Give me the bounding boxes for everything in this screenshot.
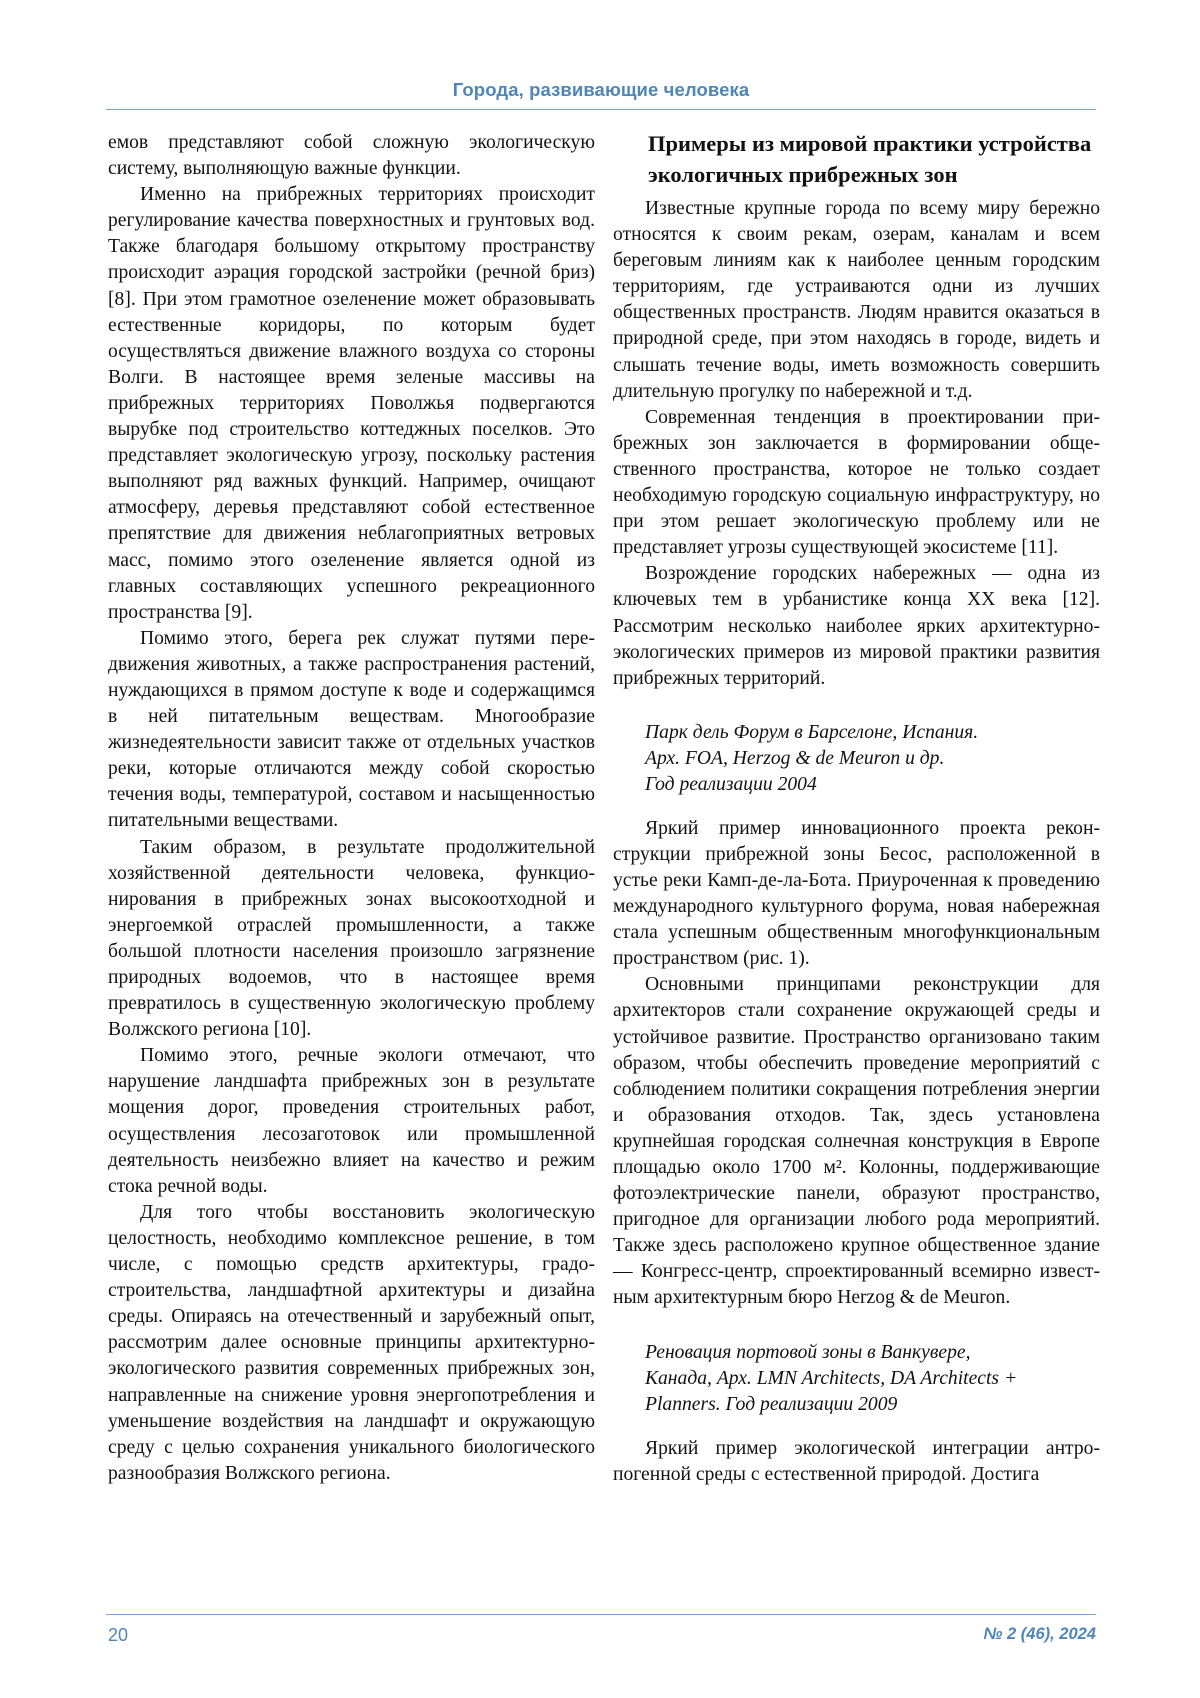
example-caption-vancouver	[645, 1340, 1100, 1418]
paragraph: Помимо этого, берега рек служат путями передвижения животных, а также распространения растений, нуждающихся в прямом доступе к воде и содержащимся в ней питательным веществам. Многообразие жизнедеятельности зависит также от отдельных участков реки, которые отличаются между собой скоростью течения воды, температурой, составом и насыщенностью питательными веществами.	[108, 627, 595, 832]
paragraph: Помимо этого, речные экологи отмечают, что нарушение ландшафта прибрежных зон в результате мощения дорог, проведения строительных работ, осуществления лесозаготовок или промышленной деятельность неизбежно влияет на качество и режим стока речной воды.	[108, 1045, 595, 1197]
left-column	[108, 130, 595, 1487]
header-rule	[106, 109, 1096, 110]
caption-line: Арх. FOA, Herzog & de Meuron и др.	[645, 747, 945, 769]
paragraph: Яркий пример экологической интеграции антропогенной среды с естественной природой. Достига	[613, 1437, 1100, 1485]
paragraph: Таким образом, в результате продолжительной хозяйственной деятельности человека, функционирования в прибрежных зонах высокоотходной и энергоемкой отраслей промышленности, а также большой плотности населения произошло загрязнение природных водоемов, что в настоящее время превратилось в существенную экологическую проблему Волжского региона [10].	[108, 836, 595, 1041]
paragraph: Известные крупные города по всему миру бережно относятся к своим рекам, озерам, каналам и всем береговым линиям как к наиболее ценным городским территориям, где устраиваются одни из лучших общественных пространств. Людям нравится оказаться в природной среде, при этом находясь в городе, видеть и слышать течение воды, иметь возможность совершить длительную прогулку по набережной и т.д.	[613, 198, 1100, 402]
caption-line: Реновация портовой зоны в Ванкувере,	[645, 1341, 971, 1363]
paragraph: Возрождение городских набережных — одна из ключевых тем в урбанистике конца XX века [12]. Рассмотрим несколько наиболее ярких архитектурно-экологических примеров из мировой практики развития прибрежных территорий.	[613, 563, 1100, 689]
right-column	[613, 128, 1100, 1488]
caption-line: Год реализации 2004	[645, 773, 817, 795]
paragraph: Основными принципами реконструкции для архитекторов стали сохранение окружающей среды и устойчивое развитие. Пространство организовано таким образом, чтобы обеспечить проведение мероприятий с соблюдением политики сокращения потребления энергии и образования отходов. Так, здесь установлена крупнейшая городская солнечная конструкция в Европе площадью около 1700 м². Колонны, поддерживающие фотоэлектрические панели, образуют пространство, пригодное для организации любого рода мероприятий. Также здесь расположено крупное общественное здание — Конгресс-центр, спроектированный всемирно известным архитектурным бюро Herzog & de Meuron.	[613, 974, 1100, 1309]
section-heading: Примеры из мировой практики устройства экологичных прибрежных зон	[648, 131, 1092, 187]
paragraph: Именно на прибрежных территориях происходит регулирование качества поверхностных и грунтовых вод. Также благодаря большому открытому пространству происходит аэрация городской застройки (речной бриз) [8]. При этом грамотное озеленение может образовывать естественные коридоры, по которым будет осуществляться движение влажного воздуха со стороны Волги. В настоящее время зеленые массивы на прибрежных территориях Поволжья подвергаются вырубке под строительство коттеджных поселков. Это представляет экологическую угрозу, поскольку растения выполняют ряд важных функций. Например, очищают атмосферу, деревья представляют собой естественное препятствие для движения неблагоприятных ветровых масс, помимо этого озеленение является одной из главных составляющих успешного рекреационного пространства [9].	[108, 184, 595, 623]
caption-line: Planners. Год реализации 2009	[645, 1393, 898, 1415]
paragraph: Яркий пример инновационного проекта реконструкции прибрежной зоны Бесос, расположенной в устье реки Камп-де-ла-Бота. Приуроченная к проведению международного культурного форума, новая набережная стала успешным общественным многофункциональным пространством (рис. 1).	[613, 817, 1100, 970]
paragraph: емов представляют собой сложную экологическую систему, выполняющую важные функции.	[108, 132, 595, 180]
example-caption-barcelona	[645, 720, 1100, 798]
paragraph: Для того чтобы восстановить экологическую целостность, необходимо комплексное решение, в том числе, с помощью средств архитектуры, градостроительства, ландшафтной архитектуры и дизайна среды. Опираясь на отечественный и зарубежный опыт, рассмотрим далее основные принципы архитектурно-экологического развития современных прибрежных зон, направленные на снижение уровня энергопотребления и уменьшение воздействия на ландшафт и окружающую среду с целью сохранения уникального биологического разнообразия Волжского региона.	[108, 1201, 595, 1484]
paragraph: Современная тенденция в проектировании прибрежных зон заключается в формировании общественного пространства, которое не только создает необходимую городскую социальную инфраструктуру, но при этом решает экологическую проблему или не представляет угрозы существующей экосистеме [11].	[613, 406, 1100, 559]
footer-rule	[106, 1614, 1096, 1615]
page-number: 20	[108, 1625, 129, 1645]
caption-line: Канада, Арх. LMN Architects, DA Architects +	[645, 1367, 1018, 1389]
caption-line: Парк дель Форум в Барселоне, Испания.	[645, 721, 979, 743]
running-head: Города, развивающие человека	[452, 79, 750, 100]
issue-label: № 2 (46), 2024	[983, 1625, 1096, 1643]
